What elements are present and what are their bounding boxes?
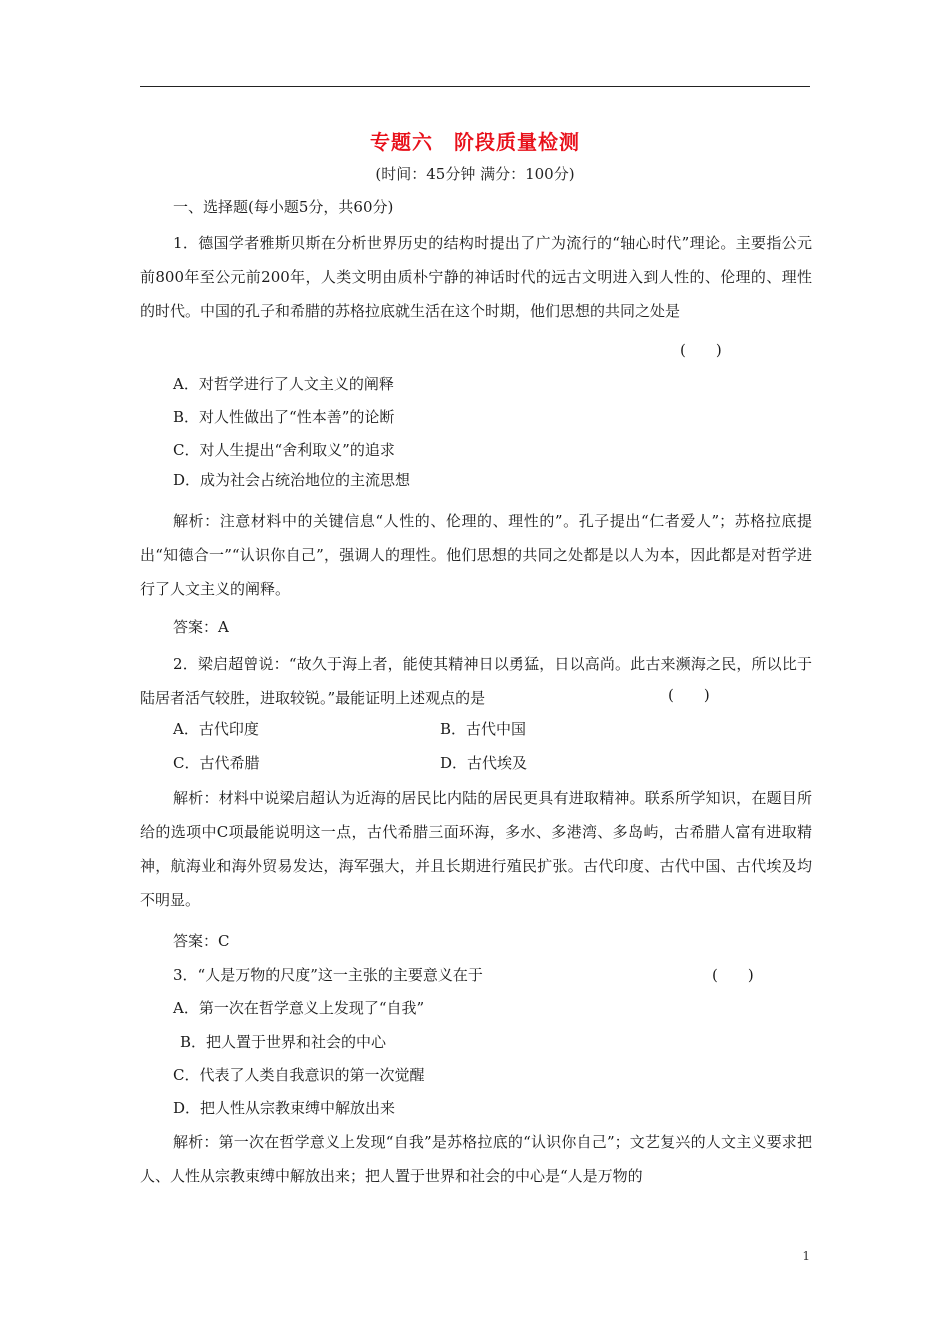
question-2-answer-bracket: ( ): [668, 686, 710, 704]
section-heading: 一、选择题(每小题5分，共60分): [173, 198, 394, 216]
question-3-option-a: A．第一次在哲学意义上发现了“自我”: [173, 999, 425, 1017]
question-1-answer-bracket: ( ): [680, 341, 722, 359]
question-2-option-d: D．古代埃及: [440, 754, 528, 772]
page-title: 专题六 阶段质量检测: [370, 130, 580, 154]
question-1-option-d: D．成为社会占统治地位的主流思想: [173, 471, 411, 489]
question-3-option-d: D．把人性从宗教束缚中解放出来: [173, 1099, 396, 1117]
question-2-analysis: 解析：材料中说梁启超认为近海的居民比内陆的居民更具有进取精神。联系所学知识，在题目所给的选项中C项最能说明这一点，古代希腊三面环海，多水、多港湾、多岛屿，古希腊人富有进取精神，航海业和海外贸易发达，海军强大，并且长期进行殖民扩张。古代印度、古代中国、古代埃及均不明显。: [140, 789, 812, 909]
question-1-option-c: C．对人生提出“舍利取义”的追求: [173, 441, 395, 459]
question-2-option-c: C．古代希腊: [173, 754, 260, 772]
question-3-option-b: B．把人置于世界和社会的中心: [180, 1033, 387, 1051]
exam-info: (时间：45分钟 满分：100分): [375, 165, 575, 183]
question-1-option-b: B．对人性做出了“性本善”的论断: [173, 408, 395, 426]
question-2-option-b: B．古代中国: [440, 720, 527, 738]
page-number: 1: [802, 1249, 810, 1263]
question-3-answer-bracket: ( ): [712, 966, 754, 984]
question-3-option-c: C．代表了人类自我意识的第一次觉醒: [173, 1066, 425, 1084]
header-rule: [140, 86, 810, 87]
question-1-answer: 答案：A: [173, 618, 229, 636]
question-3-stem: 3．“人是万物的尺度”这一主张的主要意义在于: [173, 966, 483, 984]
question-2-stem: 2．梁启超曾说：“故久于海上者，能使其精神日以勇猛，日以高尚。此古来濒海之民，所以比于陆居者活气较胜，进取较锐。”最能证明上述观点的是: [140, 655, 812, 707]
question-1-stem: 1．德国学者雅斯贝斯在分析世界历史的结构时提出了广为流行的“轴心时代”理论。主要指公元前800年至公元前200年，人类文明由质朴宁静的神话时代的远古文明进入到人性的、伦理的、理性的时代。中国的孔子和希腊的苏格拉底就生活在这个时期，他们思想的共同之处是: [140, 234, 812, 320]
question-2-option-a: A．古代印度: [173, 720, 259, 738]
question-2-answer: 答案：C: [173, 932, 230, 950]
question-1-option-a: A．对哲学进行了人文主义的阐释: [173, 375, 394, 393]
question-1-analysis: 解析：注意材料中的关键信息“人性的、伦理的、理性的”。孔子提出“仁者爱人”；苏格拉底提出“知德合一”“认识你自己”，强调人的理性。他们思想的共同之处都是以人为本，因此都是对哲学进行了人文主义的阐释。: [140, 512, 812, 598]
question-3-analysis: 解析：第一次在哲学意义上发现“自我”是苏格拉底的“认识你自己”；文艺复兴的人文主义要求把人、人性从宗教束缚中解放出来；把人置于世界和社会的中心是“人是万物的: [140, 1133, 812, 1185]
